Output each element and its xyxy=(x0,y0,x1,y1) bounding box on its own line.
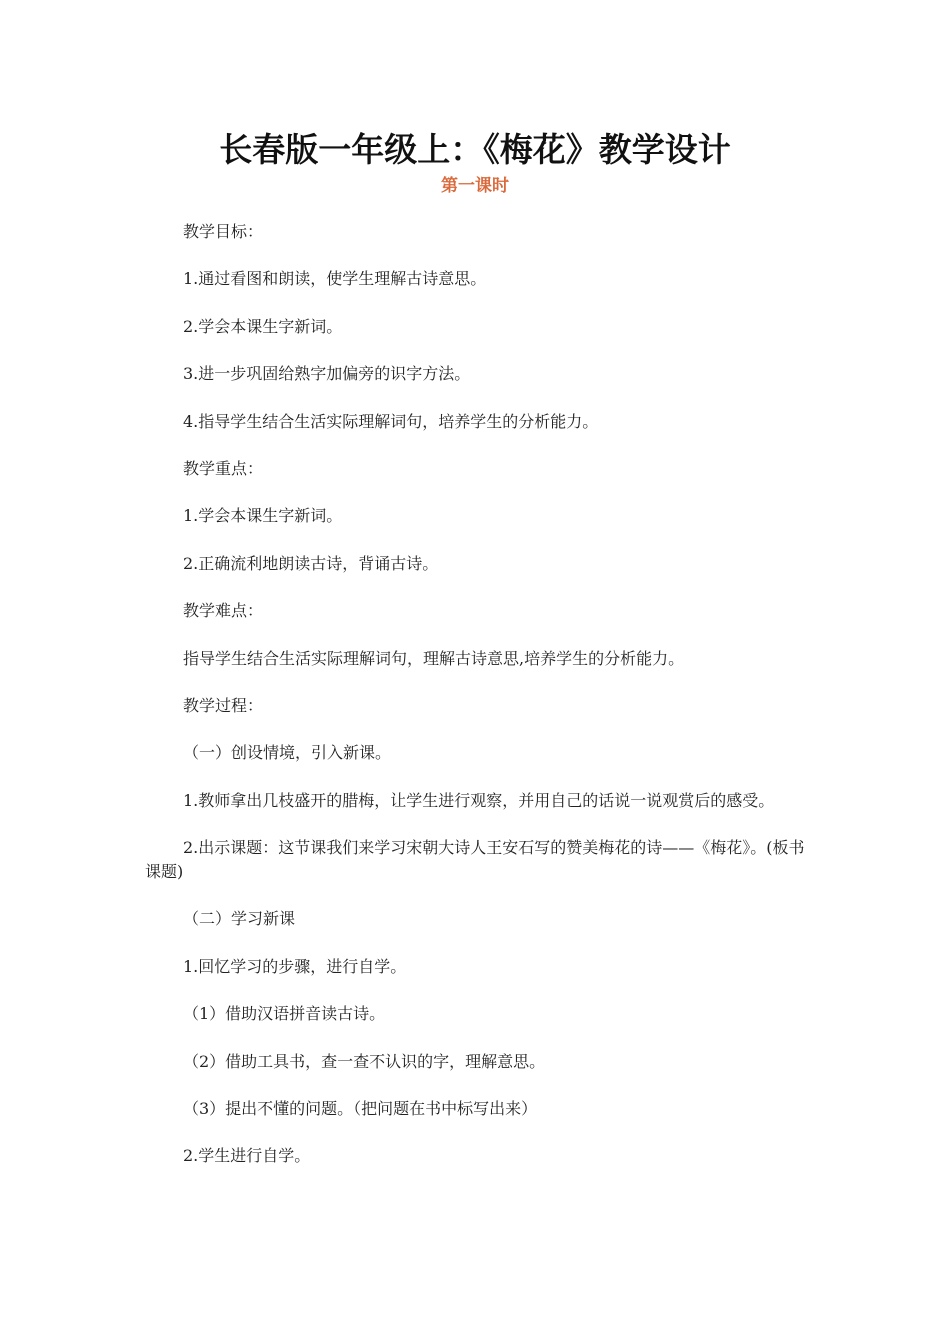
paragraph-substep-2: （2）借助工具书，查一查不认识的字，理解意思。 xyxy=(183,1051,546,1071)
paragraph-goal-1: 1.通过看图和朗读，使学生理解古诗意思。 xyxy=(183,269,487,289)
paragraph-difficulty-heading: 教学难点： xyxy=(183,601,264,621)
document-title: 长春版一年级上：《梅花》教学设计 xyxy=(219,130,731,169)
paragraph-substep-3: （3）提出不懂的问题。（把问题在书中标写出来） xyxy=(183,1099,538,1119)
paragraph-teaching-goals-heading: 教学目标： xyxy=(183,222,264,241)
paragraph-substep-1: （1）借助汉语拼音读古诗。 xyxy=(183,1004,386,1024)
paragraph-step-1-1: 1.教师拿出几枝盛开的腊梅，让学生进行观察，并用自己的话说一说观赏后的感受。 xyxy=(183,790,775,810)
paragraph-key-point-2: 2.正确流利地朗读古诗，背诵古诗。 xyxy=(183,553,439,573)
paragraph-step-2-1: 1.回忆学习的步骤，进行自学。 xyxy=(183,956,407,976)
paragraph-goal-3: 3.进一步巩固给熟字加偏旁的识字方法。 xyxy=(183,364,471,384)
paragraph-key-points-heading: 教学重点： xyxy=(183,458,264,478)
paragraph-difficulty-1: 指导学生结合生活实际理解词句，理解古诗意思,培养学生的分析能力。 xyxy=(183,648,685,668)
paragraph-step-2-2: 2.学生进行自学。 xyxy=(183,1146,311,1166)
paragraph-goal-4: 4.指导学生结合生活实际理解词句，培养学生的分析能力。 xyxy=(183,411,599,431)
paragraph-step-1-2: 2.出示课题：这节课我们来学习宋朝大诗人王安石写的赞美梅花的诗——《梅花》。(板书课题) xyxy=(145,838,805,882)
document-body xyxy=(145,220,810,1192)
document-subtitle: 第一课时 xyxy=(441,176,509,196)
paragraph-process-heading: 教学过程： xyxy=(183,695,264,715)
paragraph-section-1: （一）创设情境，引入新课。 xyxy=(183,743,392,763)
paragraph-key-point-1: 1.学会本课生字新词。 xyxy=(183,506,343,526)
paragraph-goal-2: 2.学会本课生字新词。 xyxy=(183,316,343,336)
paragraph-section-2: （二）学习新课 xyxy=(183,909,296,929)
